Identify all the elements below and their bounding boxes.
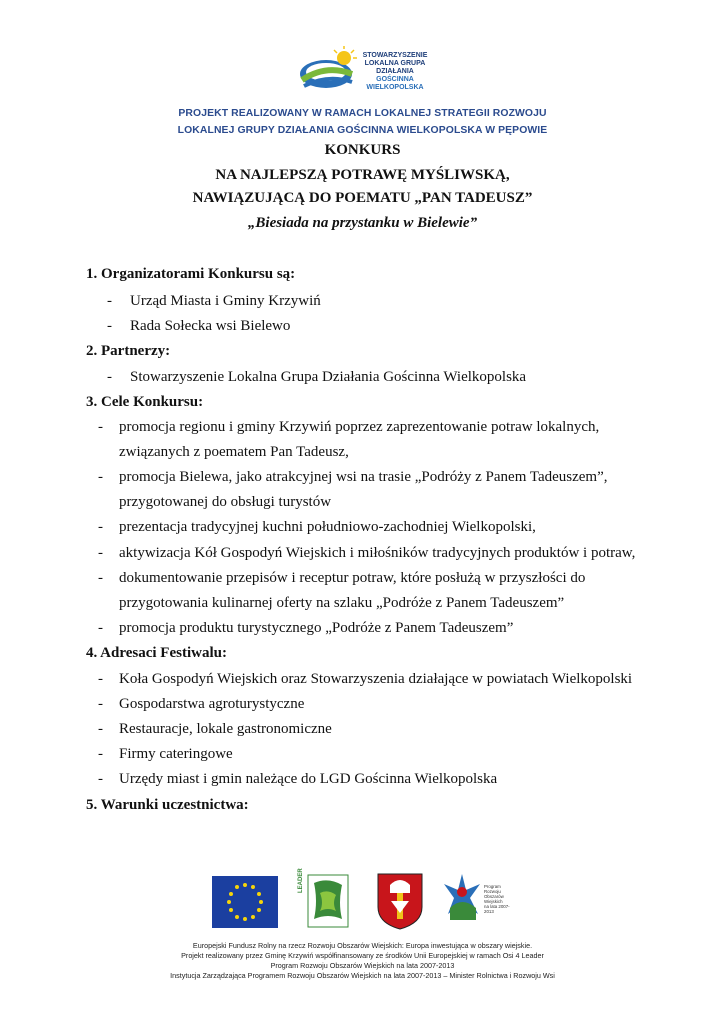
list-item-text: Urząd Miasta i Gminy Krzywiń	[130, 293, 321, 309]
document-title-line2: NA NAJLEPSZĄ POTRAWĘ MYŚLIWSKĄ,	[215, 167, 510, 183]
section-1-heading: 1. Organizatorami Konkursu są:	[86, 266, 296, 282]
lgd-logo-text	[354, 52, 436, 92]
prow-text-line: na lata 2007-2013	[484, 904, 510, 914]
list-dash: -	[98, 570, 103, 586]
list-dash: -	[98, 696, 103, 712]
logo-text-line: WIELKOPOLSKA	[366, 84, 424, 91]
list-item-text: Stowarzyszenie Lokalna Grupa Działania Gościnna Wielkopolska	[130, 369, 527, 385]
list-item-text: Urzędy miast i gmin należące do LGD Gościnna Wielkopolska	[119, 771, 498, 787]
footer-line-1: Europejski Fundusz Rolny na rzecz Rozwoju Obszarów Wiejskich: Europa inwestująca w obszary wiejskie.	[192, 941, 533, 950]
list-dash: -	[98, 469, 103, 485]
list-item-text: promocja produktu turystycznego „Podróże z Panem Tadeuszem”	[119, 620, 514, 636]
footer-line-4: Instytucja Zarządzająca Programem Rozwoju Obszarów Wiejskich na lata 2007-2013 – Minister Rolnictwa i Rozwoju Wsi	[170, 971, 555, 980]
list-item-text: Koła Gospodyń Wiejskich oraz Stowarzyszenia działające w powiatach Wielkopolski	[119, 671, 633, 687]
list-dash: -	[98, 620, 103, 636]
document-title-line3: NAWIĄZUJĄCĄ DO POEMATU „PAN TADEUSZ”	[192, 190, 533, 206]
list-item-text: Firmy cateringowe	[119, 746, 233, 762]
leader-logo-text: LEADER	[298, 868, 304, 893]
list-dash: -	[107, 318, 112, 334]
footer-line-2: Projekt realizowany przez Gminę Krzywiń współfinansowany ze środków Unii Europejskiej w ramach Osi 4 Leader	[181, 951, 544, 960]
logo-text-line: GOŚCINNA	[376, 76, 414, 83]
document-subtitle: „Biesiada na przystanku w Bielewie”	[247, 215, 478, 231]
list-dash: -	[98, 419, 103, 435]
prow-logo	[442, 872, 516, 928]
list-item-text: Gospodarstwa agroturystyczne	[119, 696, 305, 712]
prow-text-line: Program	[484, 884, 501, 889]
leader-logo	[298, 868, 350, 929]
document-title: KONKURS	[324, 142, 401, 158]
footer-line-3: Program Rozwoju Obszarów Wiejskich na lata 2007-2013	[270, 961, 455, 970]
prow-logo-text	[484, 884, 516, 914]
prow-text-line: Obszarów	[484, 894, 504, 899]
project-line-1: PROJEKT REALIZOWANY W RAMACH LOKALNEJ STRATEGII ROZWOJU	[178, 108, 547, 119]
list-dash: -	[98, 721, 103, 737]
section-4-heading: 4. Adresaci Festiwalu:	[86, 645, 227, 661]
section-5-heading: 5. Warunki uczestnictwa:	[86, 797, 249, 813]
project-line-2: LOKALNEJ GRUPY DZIAŁANIA GOŚCINNA WIELKOPOLSKA W PĘPOWIE	[177, 125, 548, 136]
list-item-text: przygotowania kulinarnej oferty na szlaku „Podróże z Panem Tadeuszem”	[119, 595, 565, 611]
section-3-heading: 3. Cele Konkursu:	[86, 394, 204, 410]
logo-text-line: STOWARZYSZENIE	[362, 52, 428, 59]
list-item-text: promocja regionu i gminy Krzywiń poprzez zaprezentowanie potraw lokalnych,	[119, 419, 600, 435]
section-2-heading: 2. Partnerzy:	[86, 343, 171, 359]
logo-text-line: LOKALNA GRUPA DZIAŁANIA	[364, 60, 426, 75]
list-item-text: Restauracje, lokale gastronomiczne	[119, 721, 332, 737]
krzywin-crest-icon	[375, 871, 425, 931]
leader-logo-icon	[298, 873, 350, 929]
list-item-text: przygotowanej do obsługi turystów	[119, 494, 332, 510]
list-dash: -	[107, 369, 112, 385]
list-dash: -	[107, 293, 112, 309]
prow-logo-icon	[442, 872, 482, 924]
list-dash: -	[98, 771, 103, 787]
list-dash: -	[98, 671, 103, 687]
list-item-text: prezentacja tradycyjnej kuchni południowo-zachodniej Wielkopolski,	[119, 519, 536, 535]
list-item-text: związanych z poematem Pan Tadeusz,	[119, 444, 349, 460]
prow-text-line: Wiejskich	[484, 899, 503, 904]
list-item-text: Rada Sołecka wsi Bielewo	[130, 318, 291, 334]
list-dash: -	[98, 746, 103, 762]
list-item-text: promocja Bielewa, jako atrakcyjnej wsi na trasie „Podróży z Panem Tadeuszem”,	[119, 469, 608, 485]
list-item-text: aktywizacja Kół Gospodyń Wiejskich i miłośników tradycyjnych produktów i potraw,	[119, 545, 636, 561]
list-dash: -	[98, 545, 103, 561]
eu-flag-icon	[212, 876, 278, 928]
list-dash: -	[98, 519, 103, 535]
list-item-text: dokumentowanie przepisów i receptur potraw, które posłużą w przyszłości do	[119, 570, 586, 586]
prow-text-line: Rozwoju	[484, 889, 501, 894]
